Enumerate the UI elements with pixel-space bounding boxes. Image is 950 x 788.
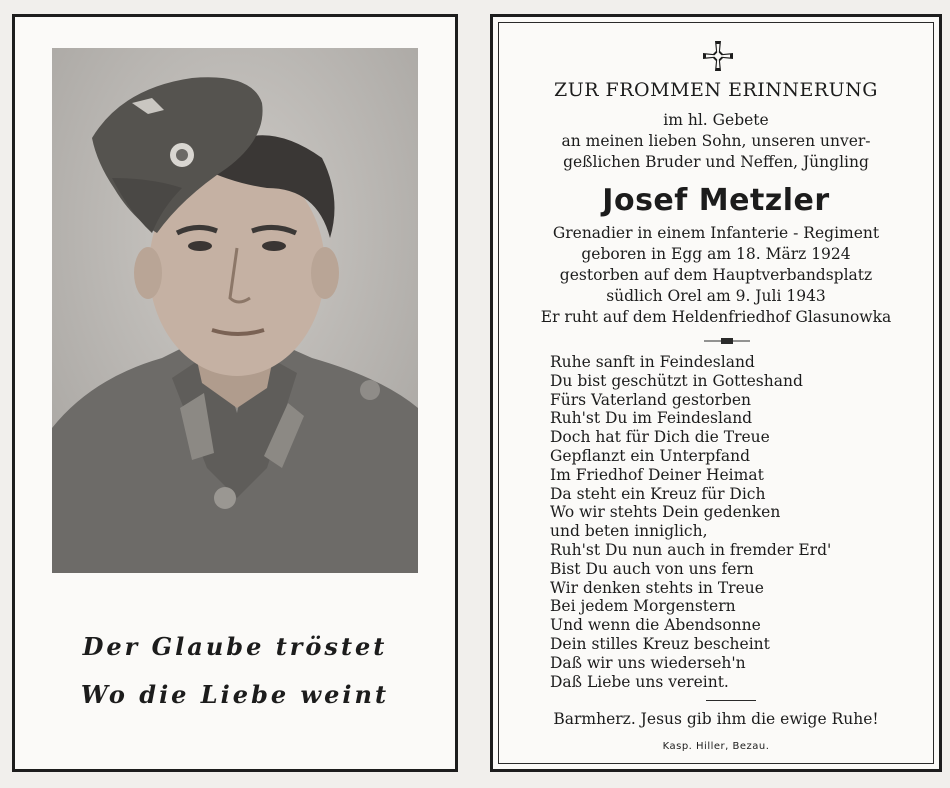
intro-line: an meinen lieben Sohn, unseren unver- [561, 132, 871, 150]
poem-line: Bist Du auch von uns fern [550, 559, 754, 578]
remembrance-heading: ZUR FROMMEN ERINNERUNG [554, 79, 878, 101]
iron-cross-icon [703, 41, 733, 71]
poem-line: Daß Liebe uns vereint. [550, 672, 729, 691]
intro-text [493, 110, 939, 173]
detail-line: geboren in Egg am 18. März 1924 [581, 245, 851, 263]
detail-line: gestorben auf dem Hauptverbandsplatz [559, 266, 873, 284]
printer-credit: Kasp. Hiller, Bezau. [662, 741, 770, 752]
left-verse [15, 623, 455, 719]
left-verse-line-2: Wo die Liebe weint [80, 680, 390, 709]
left-verse-line-1: Der Glaube tröstet [82, 632, 388, 661]
biographical-details [493, 223, 939, 328]
poem-line: Daß wir uns wiederseh'n [550, 653, 746, 672]
poem-line: Wo wir stehts Dein gedenken [550, 503, 781, 522]
poem-line: Da steht ein Kreuz für Dich [550, 484, 766, 503]
closing-divider [706, 700, 756, 701]
poem-line: Du bist geschützt in Gotteshand [550, 371, 803, 390]
detail-line: südlich Orel am 9. Juli 1943 [606, 287, 826, 305]
poem-line: Fürs Vaterland gestorben [550, 390, 751, 409]
poem-line: Und wenn die Abendsonne [550, 616, 761, 635]
intro-line: im hl. Gebete [663, 111, 769, 129]
intro-line: geßlichen Bruder und Neffen, Jüngling [563, 153, 869, 171]
deceased-name: Josef Metzler [602, 183, 830, 218]
memorial-text-card [490, 14, 942, 772]
poem-line: Wir denken stehts in Treue [550, 578, 764, 597]
poem-line: Ruh'st Du nun auch in fremder Erd' [550, 540, 832, 559]
poem-line: Doch hat für Dich die Treue [550, 428, 770, 447]
poem-line: Gepflanzt ein Unterpfand [550, 446, 751, 465]
closing-prayer: Barmherz. Jesus gib ihm die ewige Ruhe! [553, 710, 879, 728]
poem-line: und beten inniglich, [550, 522, 708, 541]
detail-line: Grenadier in einem Infanterie - Regiment [552, 224, 880, 242]
memorial-poem [550, 353, 831, 691]
ornament-divider [704, 337, 750, 345]
poem-line: Ruh'st Du im Feindesland [550, 409, 753, 428]
poem-line: Bei jedem Morgenstern [550, 597, 736, 616]
detail-line: Er ruht auf dem Heldenfriedhof Glasunowka [540, 308, 892, 326]
portrait-illustration [52, 48, 418, 573]
poem-line: Dein stilles Kreuz bescheint [550, 634, 770, 653]
portrait-card [12, 14, 458, 772]
poem-line: Ruhe sanft in Feindesland [550, 353, 755, 371]
soldier-portrait-photo [52, 48, 418, 573]
poem-line: Im Friedhof Deiner Heimat [550, 465, 764, 484]
